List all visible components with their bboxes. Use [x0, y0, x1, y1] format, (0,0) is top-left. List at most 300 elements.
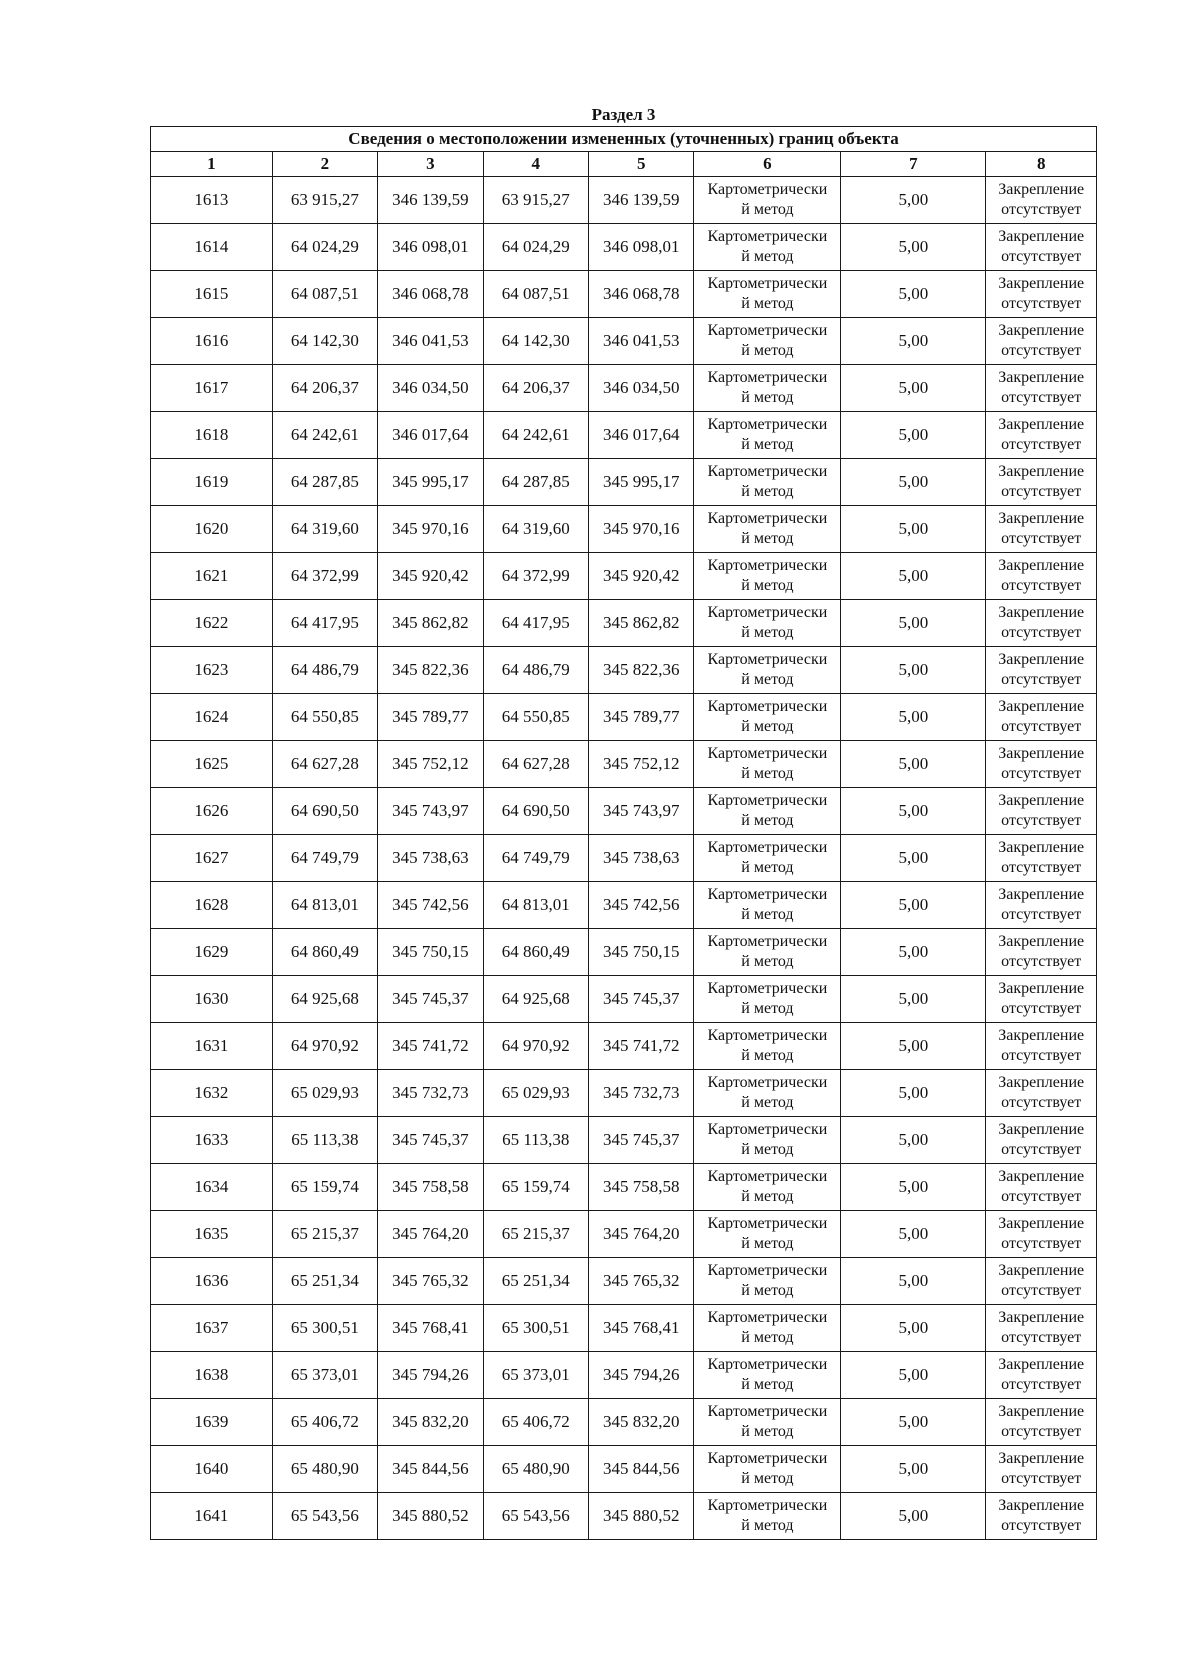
fixation-line-1: Закрепление	[998, 745, 1085, 762]
fixation-line-2: отсутствует	[1001, 624, 1082, 641]
existing-x-cell: 65 251,34	[272, 1258, 377, 1305]
existing-y-cell: 345 745,37	[378, 1117, 483, 1164]
boundary-coordinates-table	[150, 126, 1097, 1540]
refined-x-cell: 64 206,37	[483, 365, 588, 412]
fixation-line-2: отсутствует	[1001, 1282, 1082, 1299]
existing-x-cell: 64 486,79	[272, 647, 377, 694]
existing-x-cell: 64 627,28	[272, 741, 377, 788]
accuracy-cell: 5,00	[841, 1258, 986, 1305]
method-cell	[694, 459, 841, 506]
fixation-cell	[986, 929, 1097, 976]
fixation-cell	[986, 318, 1097, 365]
fixation-line-2: отсутствует	[1001, 1000, 1082, 1017]
method-line-2: й метод	[741, 530, 794, 547]
fixation-cell	[986, 177, 1097, 224]
method-cell	[694, 741, 841, 788]
fixation-line-1: Закрепление	[998, 228, 1085, 245]
method-line-1: Картометрически	[707, 1262, 828, 1279]
fixation-line-2: отсутствует	[1001, 1423, 1082, 1440]
existing-y-cell: 345 844,56	[378, 1446, 483, 1493]
refined-y-cell: 346 098,01	[588, 224, 693, 271]
refined-y-cell: 345 970,16	[588, 506, 693, 553]
existing-y-cell: 346 068,78	[378, 271, 483, 318]
existing-y-cell: 345 880,52	[378, 1493, 483, 1540]
point-number-cell: 1620	[151, 506, 273, 553]
fixation-line-1: Закрепление	[998, 980, 1085, 997]
method-line-2: й метод	[741, 1188, 794, 1205]
existing-x-cell: 64 372,99	[272, 553, 377, 600]
refined-y-cell: 345 758,58	[588, 1164, 693, 1211]
refined-x-cell: 65 543,56	[483, 1493, 588, 1540]
existing-x-cell: 65 373,01	[272, 1352, 377, 1399]
fixation-cell	[986, 1070, 1097, 1117]
method-line-2: й метод	[741, 1141, 794, 1158]
refined-y-cell: 346 041,53	[588, 318, 693, 365]
method-line-2: й метод	[741, 483, 794, 500]
accuracy-cell: 5,00	[841, 929, 986, 976]
fixation-line-1: Закрепление	[998, 510, 1085, 527]
refined-x-cell: 64 550,85	[483, 694, 588, 741]
method-cell	[694, 1117, 841, 1164]
method-cell	[694, 412, 841, 459]
refined-x-cell: 64 749,79	[483, 835, 588, 882]
method-line-2: й метод	[741, 953, 794, 970]
method-line-2: й метод	[741, 718, 794, 735]
method-line-2: й метод	[741, 1423, 794, 1440]
fixation-cell	[986, 1258, 1097, 1305]
refined-y-cell: 346 139,59	[588, 177, 693, 224]
accuracy-cell: 5,00	[841, 1070, 986, 1117]
fixation-cell	[986, 1305, 1097, 1352]
accuracy-cell: 5,00	[841, 1117, 986, 1164]
refined-y-cell: 345 742,56	[588, 882, 693, 929]
method-line-2: й метод	[741, 624, 794, 641]
table-row	[151, 1493, 1097, 1540]
method-line-1: Картометрически	[707, 1027, 828, 1044]
method-line-1: Картометрически	[707, 275, 828, 292]
refined-y-cell: 346 017,64	[588, 412, 693, 459]
existing-y-cell: 346 041,53	[378, 318, 483, 365]
fixation-line-1: Закрепление	[998, 416, 1085, 433]
existing-x-cell: 65 406,72	[272, 1399, 377, 1446]
fixation-cell	[986, 741, 1097, 788]
fixation-cell	[986, 506, 1097, 553]
refined-x-cell: 64 319,60	[483, 506, 588, 553]
method-line-2: й метод	[741, 201, 794, 218]
existing-y-cell: 345 995,17	[378, 459, 483, 506]
existing-y-cell: 345 758,58	[378, 1164, 483, 1211]
column-number-7: 7	[841, 152, 986, 177]
accuracy-cell: 5,00	[841, 600, 986, 647]
refined-y-cell: 345 880,52	[588, 1493, 693, 1540]
point-number-cell: 1628	[151, 882, 273, 929]
method-cell	[694, 1399, 841, 1446]
method-cell	[694, 835, 841, 882]
existing-y-cell: 345 789,77	[378, 694, 483, 741]
existing-x-cell: 64 206,37	[272, 365, 377, 412]
method-line-1: Картометрически	[707, 1168, 828, 1185]
refined-y-cell: 345 750,15	[588, 929, 693, 976]
fixation-line-2: отсутствует	[1001, 1141, 1082, 1158]
method-line-1: Картометрически	[707, 1497, 828, 1514]
method-cell	[694, 1305, 841, 1352]
method-cell	[694, 600, 841, 647]
accuracy-cell: 5,00	[841, 224, 986, 271]
accuracy-cell: 5,00	[841, 1305, 986, 1352]
fixation-cell	[986, 553, 1097, 600]
existing-x-cell: 65 215,37	[272, 1211, 377, 1258]
existing-x-cell: 63 915,27	[272, 177, 377, 224]
existing-x-cell: 64 087,51	[272, 271, 377, 318]
point-number-cell: 1621	[151, 553, 273, 600]
accuracy-cell: 5,00	[841, 1023, 986, 1070]
existing-x-cell: 65 480,90	[272, 1446, 377, 1493]
existing-y-cell: 345 764,20	[378, 1211, 483, 1258]
method-cell	[694, 788, 841, 835]
existing-y-cell: 345 832,20	[378, 1399, 483, 1446]
point-number-cell: 1618	[151, 412, 273, 459]
refined-y-cell: 345 832,20	[588, 1399, 693, 1446]
existing-x-cell: 64 417,95	[272, 600, 377, 647]
fixation-cell	[986, 835, 1097, 882]
point-number-cell: 1637	[151, 1305, 273, 1352]
table-row	[151, 1164, 1097, 1211]
refined-x-cell: 64 690,50	[483, 788, 588, 835]
fixation-cell	[986, 224, 1097, 271]
refined-y-cell: 345 844,56	[588, 1446, 693, 1493]
fixation-cell	[986, 600, 1097, 647]
fixation-line-1: Закрепление	[998, 275, 1085, 292]
refined-y-cell: 346 068,78	[588, 271, 693, 318]
point-number-cell: 1626	[151, 788, 273, 835]
existing-x-cell: 65 543,56	[272, 1493, 377, 1540]
existing-x-cell: 64 242,61	[272, 412, 377, 459]
fixation-line-2: отсутствует	[1001, 1376, 1082, 1393]
fixation-line-2: отсутствует	[1001, 1517, 1082, 1534]
method-line-1: Картометрически	[707, 369, 828, 386]
method-line-2: й метод	[741, 1376, 794, 1393]
method-cell	[694, 694, 841, 741]
point-number-cell: 1624	[151, 694, 273, 741]
existing-y-cell: 345 862,82	[378, 600, 483, 647]
method-line-2: й метод	[741, 436, 794, 453]
point-number-cell: 1625	[151, 741, 273, 788]
method-cell	[694, 1070, 841, 1117]
refined-x-cell: 65 113,38	[483, 1117, 588, 1164]
method-line-2: й метод	[741, 295, 794, 312]
existing-x-cell: 64 142,30	[272, 318, 377, 365]
refined-x-cell: 64 087,51	[483, 271, 588, 318]
method-cell	[694, 271, 841, 318]
table-row	[151, 365, 1097, 412]
method-cell	[694, 224, 841, 271]
fixation-line-1: Закрепление	[998, 1027, 1085, 1044]
refined-x-cell: 65 480,90	[483, 1446, 588, 1493]
table-row	[151, 318, 1097, 365]
point-number-cell: 1631	[151, 1023, 273, 1070]
method-cell	[694, 553, 841, 600]
method-cell	[694, 1258, 841, 1305]
method-line-1: Картометрически	[707, 1121, 828, 1138]
fixation-line-2: отсутствует	[1001, 1470, 1082, 1487]
point-number-cell: 1614	[151, 224, 273, 271]
method-cell	[694, 1023, 841, 1070]
method-line-2: й метод	[741, 1282, 794, 1299]
method-line-1: Картометрически	[707, 604, 828, 621]
point-number-cell: 1636	[151, 1258, 273, 1305]
table-row	[151, 271, 1097, 318]
existing-x-cell: 65 113,38	[272, 1117, 377, 1164]
method-line-1: Картометрически	[707, 1356, 828, 1373]
point-number-cell: 1623	[151, 647, 273, 694]
point-number-cell: 1640	[151, 1446, 273, 1493]
method-line-1: Картометрически	[707, 463, 828, 480]
existing-y-cell: 345 732,73	[378, 1070, 483, 1117]
point-number-cell: 1633	[151, 1117, 273, 1164]
existing-y-cell: 345 794,26	[378, 1352, 483, 1399]
refined-x-cell: 64 287,85	[483, 459, 588, 506]
method-cell	[694, 506, 841, 553]
table-row	[151, 882, 1097, 929]
method-cell	[694, 177, 841, 224]
accuracy-cell: 5,00	[841, 788, 986, 835]
accuracy-cell: 5,00	[841, 1399, 986, 1446]
table-row	[151, 1023, 1097, 1070]
existing-y-cell: 345 970,16	[378, 506, 483, 553]
fixation-line-1: Закрепление	[998, 1168, 1085, 1185]
method-line-2: й метод	[741, 671, 794, 688]
refined-y-cell: 345 768,41	[588, 1305, 693, 1352]
fixation-cell	[986, 976, 1097, 1023]
fixation-line-1: Закрепление	[998, 1262, 1085, 1279]
point-number-cell: 1616	[151, 318, 273, 365]
column-number-2: 2	[272, 152, 377, 177]
method-line-1: Картометрически	[707, 980, 828, 997]
method-cell	[694, 1493, 841, 1540]
method-line-2: й метод	[741, 1047, 794, 1064]
fixation-cell	[986, 271, 1097, 318]
method-line-1: Картометрически	[707, 745, 828, 762]
fixation-line-2: отсутствует	[1001, 436, 1082, 453]
fixation-line-1: Закрепление	[998, 839, 1085, 856]
refined-y-cell: 345 745,37	[588, 976, 693, 1023]
fixation-line-1: Закрепление	[998, 1309, 1085, 1326]
table-row	[151, 1070, 1097, 1117]
refined-y-cell: 345 794,26	[588, 1352, 693, 1399]
fixation-line-2: отсутствует	[1001, 859, 1082, 876]
refined-x-cell: 65 159,74	[483, 1164, 588, 1211]
fixation-line-1: Закрепление	[998, 1403, 1085, 1420]
fixation-line-2: отсутствует	[1001, 1235, 1082, 1252]
fixation-cell	[986, 647, 1097, 694]
refined-y-cell: 345 764,20	[588, 1211, 693, 1258]
point-number-cell: 1627	[151, 835, 273, 882]
accuracy-cell: 5,00	[841, 1211, 986, 1258]
column-number-5: 5	[588, 152, 693, 177]
fixation-cell	[986, 1023, 1097, 1070]
accuracy-cell: 5,00	[841, 835, 986, 882]
table-row	[151, 1211, 1097, 1258]
refined-y-cell: 345 862,82	[588, 600, 693, 647]
refined-x-cell: 64 627,28	[483, 741, 588, 788]
fixation-line-1: Закрепление	[998, 933, 1085, 950]
fixation-line-1: Закрепление	[998, 322, 1085, 339]
table-row	[151, 224, 1097, 271]
refined-x-cell: 65 251,34	[483, 1258, 588, 1305]
method-line-1: Картометрически	[707, 839, 828, 856]
existing-y-cell: 345 822,36	[378, 647, 483, 694]
method-line-1: Картометрически	[707, 698, 828, 715]
method-line-1: Картометрически	[707, 1074, 828, 1091]
existing-x-cell: 64 690,50	[272, 788, 377, 835]
accuracy-cell: 5,00	[841, 1164, 986, 1211]
table-row	[151, 835, 1097, 882]
table-row	[151, 553, 1097, 600]
method-line-1: Картометрически	[707, 1450, 828, 1467]
method-line-1: Картометрически	[707, 181, 828, 198]
existing-x-cell: 64 024,29	[272, 224, 377, 271]
refined-x-cell: 64 024,29	[483, 224, 588, 271]
method-line-2: й метод	[741, 1000, 794, 1017]
refined-y-cell: 345 738,63	[588, 835, 693, 882]
refined-y-cell: 345 920,42	[588, 553, 693, 600]
refined-x-cell: 65 215,37	[483, 1211, 588, 1258]
refined-y-cell: 345 752,12	[588, 741, 693, 788]
fixation-line-1: Закрепление	[998, 463, 1085, 480]
fixation-line-2: отсутствует	[1001, 1047, 1082, 1064]
existing-x-cell: 64 749,79	[272, 835, 377, 882]
fixation-cell	[986, 1164, 1097, 1211]
table-row	[151, 1446, 1097, 1493]
refined-x-cell: 65 406,72	[483, 1399, 588, 1446]
fixation-line-2: отсутствует	[1001, 812, 1082, 829]
method-cell	[694, 929, 841, 976]
table-row	[151, 694, 1097, 741]
point-number-cell: 1619	[151, 459, 273, 506]
table-row	[151, 929, 1097, 976]
accuracy-cell: 5,00	[841, 694, 986, 741]
table-row	[151, 1117, 1097, 1164]
method-cell	[694, 647, 841, 694]
method-line-2: й метод	[741, 389, 794, 406]
accuracy-cell: 5,00	[841, 553, 986, 600]
section-title: Раздел 3	[591, 105, 656, 124]
refined-y-cell: 345 741,72	[588, 1023, 693, 1070]
method-line-1: Картометрически	[707, 1309, 828, 1326]
table-row	[151, 741, 1097, 788]
existing-x-cell: 65 300,51	[272, 1305, 377, 1352]
existing-y-cell: 345 742,56	[378, 882, 483, 929]
point-number-cell: 1613	[151, 177, 273, 224]
existing-y-cell: 345 920,42	[378, 553, 483, 600]
column-number-8: 8	[986, 152, 1097, 177]
table-row	[151, 1399, 1097, 1446]
point-number-cell: 1615	[151, 271, 273, 318]
fixation-cell	[986, 1352, 1097, 1399]
existing-y-cell: 345 741,72	[378, 1023, 483, 1070]
refined-x-cell: 64 242,61	[483, 412, 588, 459]
column-number-3: 3	[378, 152, 483, 177]
method-line-2: й метод	[741, 906, 794, 923]
fixation-line-1: Закрепление	[998, 1074, 1085, 1091]
existing-x-cell: 64 550,85	[272, 694, 377, 741]
fixation-line-1: Закрепление	[998, 181, 1085, 198]
method-line-2: й метод	[741, 1235, 794, 1252]
refined-y-cell: 345 732,73	[588, 1070, 693, 1117]
point-number-cell: 1622	[151, 600, 273, 647]
method-line-2: й метод	[741, 1329, 794, 1346]
method-line-1: Картометрически	[707, 322, 828, 339]
table-row	[151, 1258, 1097, 1305]
method-line-2: й метод	[741, 765, 794, 782]
point-number-cell: 1639	[151, 1399, 273, 1446]
accuracy-cell: 5,00	[841, 1493, 986, 1540]
fixation-line-2: отсутствует	[1001, 1188, 1082, 1205]
fixation-line-2: отсутствует	[1001, 718, 1082, 735]
fixation-line-1: Закрепление	[998, 792, 1085, 809]
method-line-1: Картометрически	[707, 228, 828, 245]
fixation-line-2: отсутствует	[1001, 765, 1082, 782]
fixation-line-1: Закрепление	[998, 557, 1085, 574]
method-line-1: Картометрически	[707, 557, 828, 574]
method-cell	[694, 1211, 841, 1258]
fixation-line-2: отсутствует	[1001, 1329, 1082, 1346]
refined-y-cell: 345 995,17	[588, 459, 693, 506]
existing-x-cell: 64 813,01	[272, 882, 377, 929]
method-line-1: Картометрически	[707, 886, 828, 903]
fixation-line-1: Закрепление	[998, 1121, 1085, 1138]
point-number-cell: 1635	[151, 1211, 273, 1258]
method-line-1: Картометрически	[707, 933, 828, 950]
fixation-line-2: отсутствует	[1001, 248, 1082, 265]
accuracy-cell: 5,00	[841, 365, 986, 412]
fixation-line-2: отсутствует	[1001, 953, 1082, 970]
method-line-1: Картометрически	[707, 651, 828, 668]
refined-x-cell: 64 925,68	[483, 976, 588, 1023]
accuracy-cell: 5,00	[841, 459, 986, 506]
accuracy-cell: 5,00	[841, 1446, 986, 1493]
point-number-cell: 1629	[151, 929, 273, 976]
refined-x-cell: 64 486,79	[483, 647, 588, 694]
method-line-2: й метод	[741, 1470, 794, 1487]
method-line-1: Картометрически	[707, 510, 828, 527]
fixation-line-2: отсутствует	[1001, 577, 1082, 594]
method-line-1: Картометрически	[707, 416, 828, 433]
existing-y-cell: 346 034,50	[378, 365, 483, 412]
refined-y-cell: 346 034,50	[588, 365, 693, 412]
method-line-2: й метод	[741, 812, 794, 829]
table-row	[151, 412, 1097, 459]
fixation-cell	[986, 365, 1097, 412]
existing-x-cell: 64 860,49	[272, 929, 377, 976]
existing-x-cell: 65 029,93	[272, 1070, 377, 1117]
refined-x-cell: 65 029,93	[483, 1070, 588, 1117]
fixation-cell	[986, 694, 1097, 741]
point-number-cell: 1630	[151, 976, 273, 1023]
accuracy-cell: 5,00	[841, 1352, 986, 1399]
refined-x-cell: 64 813,01	[483, 882, 588, 929]
refined-y-cell: 345 765,32	[588, 1258, 693, 1305]
accuracy-cell: 5,00	[841, 271, 986, 318]
fixation-line-2: отсутствует	[1001, 389, 1082, 406]
existing-y-cell: 345 750,15	[378, 929, 483, 976]
point-number-cell: 1632	[151, 1070, 273, 1117]
table-row	[151, 1352, 1097, 1399]
table-row	[151, 506, 1097, 553]
accuracy-cell: 5,00	[841, 318, 986, 365]
table-row	[151, 976, 1097, 1023]
accuracy-cell: 5,00	[841, 741, 986, 788]
